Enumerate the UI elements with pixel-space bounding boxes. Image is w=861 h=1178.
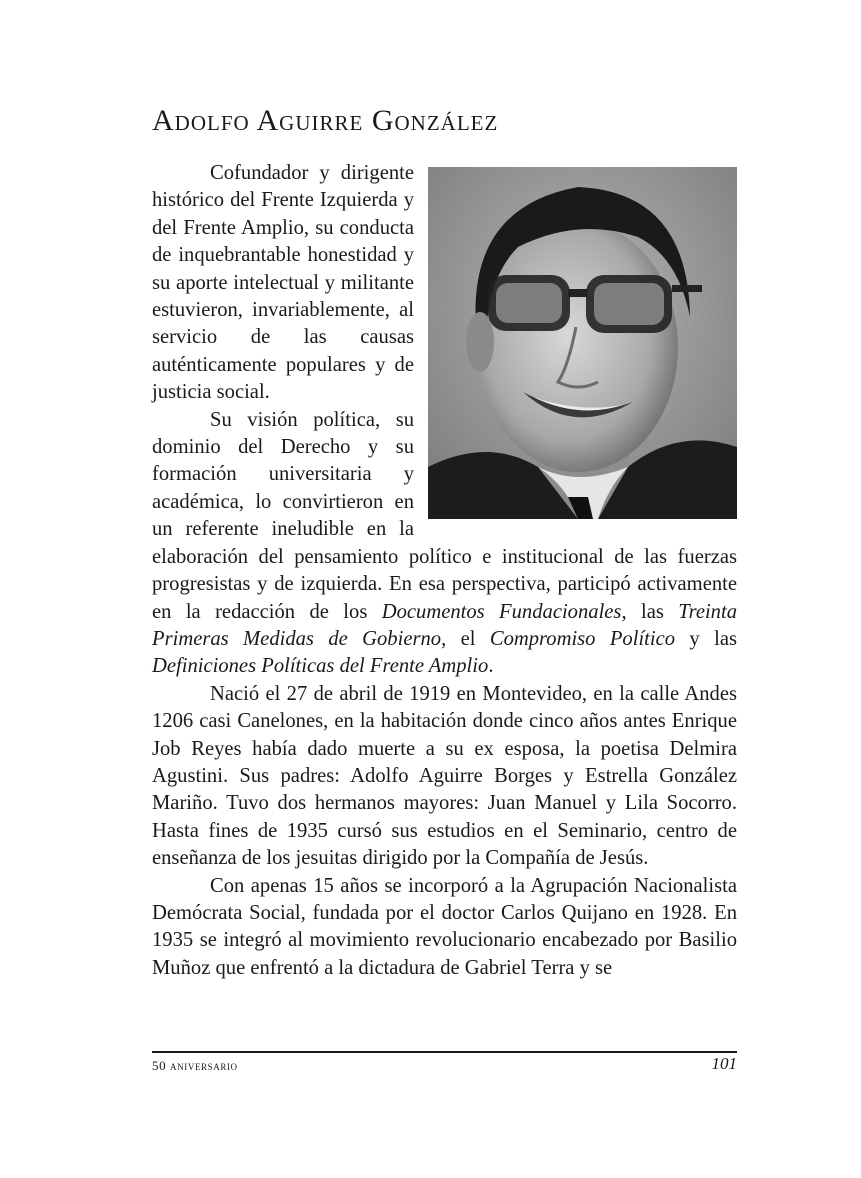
paragraph-text: . (488, 655, 494, 678)
page-title: Adolfo Aguirre González (152, 104, 499, 137)
paragraph-text: Nació el 27 de abril de 1919 en Montevideo, en la calle Andes 1206 casi Canelones, en la habitación donde cinco años antes Enrique Job Reyes había dado muerte a su ex esposa, la poetisa Delmira Agustini. Sus padres: Adolfo Aguirre Borges y Estrella González Mariño. Tuvo dos hermanos mayores: Juan Manuel y Lila Socorro. Hasta fines de 1935 cursó sus estudios en el Seminario, centro de enseñanza de los jesuitas dirigido por la Compañía de Jesús. (152, 682, 737, 870)
footer-label: 50 aniversario (152, 1058, 238, 1073)
portrait-photo (428, 167, 737, 519)
paragraph-text: y las (675, 627, 737, 650)
portrait-photo-icon (428, 167, 737, 519)
page-number: 101 (711, 1054, 737, 1073)
paragraph (152, 681, 737, 873)
italic-title: Compromiso Político (489, 627, 676, 650)
italic-title: Documentos Fundacionales (381, 600, 622, 623)
paragraph-text: Con apenas 15 años se incorporó a la Agrupación Nacionalista Demócrata Social, fundada por el doctor Carlos Quijano en 1928. En 1935 se integró al movimiento revolucionario encabezado por Basilio Muñoz que enfrentó a la dictadura de Gabriel Terra y se (152, 874, 737, 979)
footer-divider (152, 1051, 737, 1053)
paragraph-text: , el (441, 627, 490, 650)
paragraph-text: , las (621, 600, 679, 623)
paragraph-text: Cofundador y dirigente histórico del Frente Izquierda y del Frente Amplio, su conducta de inquebrantable honestidad y su aporte intelectual y militante estuvieron, invariablemente, al servicio de las causas auténticamente populares y de justicia social. (152, 162, 414, 404)
paragraph (152, 873, 737, 983)
italic-title: Definiciones Políticas del Frente Amplio (152, 655, 489, 678)
article-body (152, 160, 737, 982)
paragraph-text: Su visión política, su dominio del Derecho y su formación universitaria y académica, lo convirtieron en un referente ineludible en la elaboración del pensamiento político e institucional de las fuerzas progresistas y de izquierda. En esa perspectiva, participó activamente en la redacción de los (152, 408, 737, 623)
italic-title: Treinta Primeras Medidas de Gobierno (152, 600, 737, 650)
